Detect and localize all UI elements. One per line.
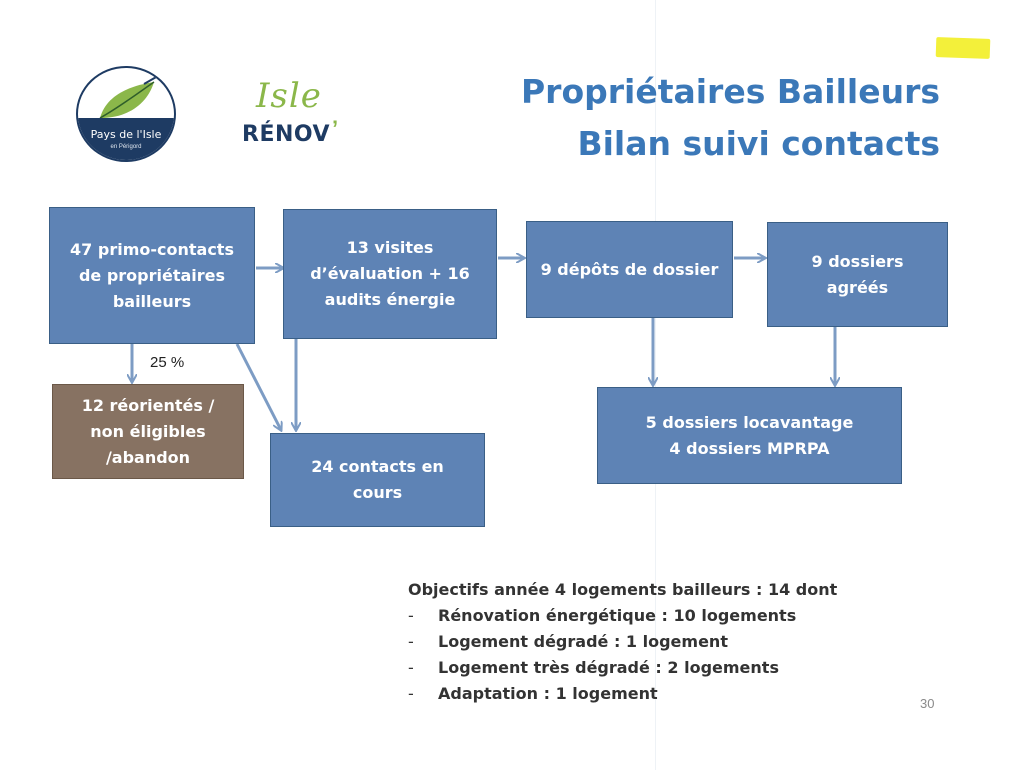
isle-renov-logo — [238, 76, 358, 156]
list-item: - Rénovation énergétique : 10 logements — [408, 606, 797, 625]
box-locavantage: 5 dossiers locavantage 4 dossiers MPRPA — [597, 387, 902, 484]
logo-isle-text: Isle — [256, 76, 322, 116]
box-primo-contacts: 47 primo-contacts de propriétaires bailleurs — [49, 207, 255, 344]
list-item: - Logement très dégradé : 2 logements — [408, 658, 779, 677]
box-agrees: 9 dossiers agréés — [767, 222, 948, 327]
highlighter-mark — [936, 37, 991, 59]
objectives-list — [408, 606, 837, 710]
logo-renov-text: RÉNOV — [242, 122, 331, 147]
logo-name: Pays de l'Isle — [90, 128, 162, 141]
objectives-block — [408, 580, 837, 710]
logo-accent-icon: ’ — [332, 116, 339, 141]
list-item: - Logement dégradé : 1 logement — [408, 632, 728, 651]
box-en-cours: 24 contacts en cours — [270, 433, 485, 527]
percentage-label: 25 % — [150, 354, 185, 371]
box-visites: 13 visites d’évaluation + 16 audits énergie — [283, 209, 497, 339]
box-depots: 9 dépôts de dossier — [526, 221, 733, 318]
objectives-heading: Objectifs année 4 logements bailleurs : 14 dont — [408, 580, 838, 599]
logo-subtitle: en Périgord — [110, 144, 142, 150]
page-number: 30 — [920, 696, 935, 711]
page-title-line-1: Propriétaires Bailleurs — [520, 72, 940, 111]
list-item: - Adaptation : 1 logement — [408, 684, 658, 703]
logo-ring — [76, 66, 176, 162]
page-title-line-2: Bilan suivi contacts — [577, 124, 940, 163]
box-reorientes: 12 réorientés / non éligibles /abandon — [52, 384, 244, 479]
pays-de-lisle-logo — [76, 66, 176, 162]
